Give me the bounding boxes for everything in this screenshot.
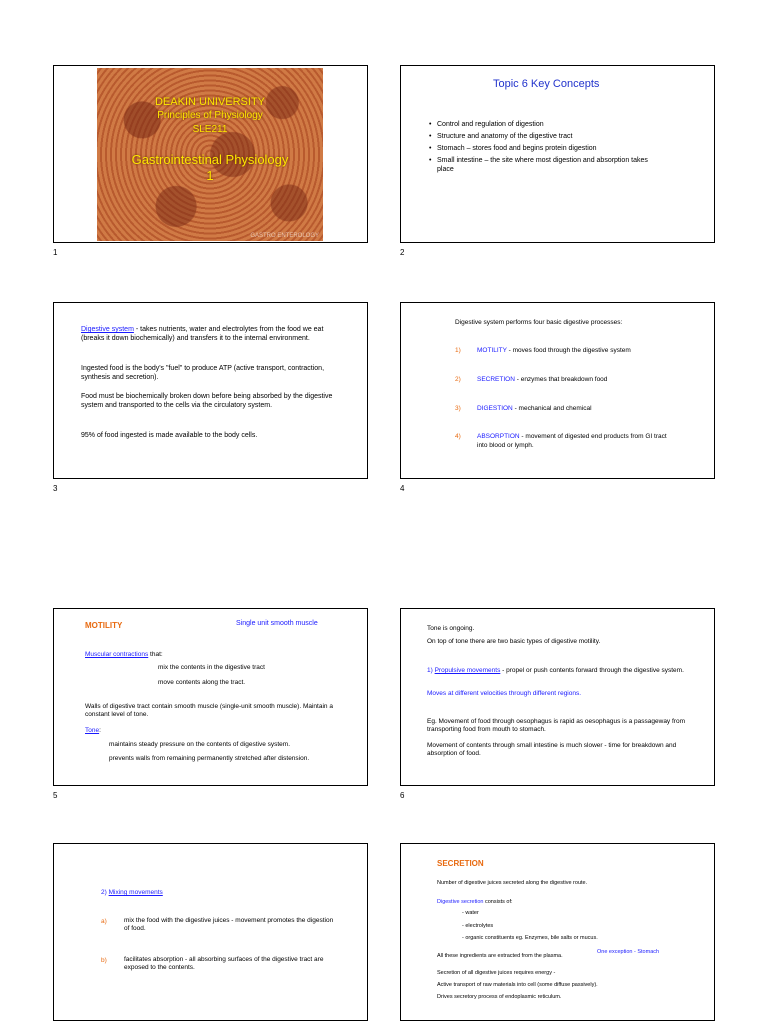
slide-3 <box>53 302 368 479</box>
slide-8-intro: Number of digestive juices secreted along the digestive route. <box>437 880 588 886</box>
slide-3-breakdown: Food must be biochemically broken down before being absorbed by the digestive system and transported to the cells via the circulatory system. <box>81 393 333 409</box>
page-number-2: 2 <box>400 248 405 257</box>
page-number-1: 1 <box>53 248 58 257</box>
slide-5-title: MOTILITY <box>85 621 123 630</box>
slide-8 <box>400 843 715 1021</box>
muscular-contractions: Muscular contractions that: <box>85 651 163 658</box>
slide-8-energy: Secretion of all digestive juices requires energy - <box>437 970 556 976</box>
slide-8-plasma: All these ingredients are extracted from the plasma. <box>437 953 563 959</box>
item-3-number: 3) <box>455 405 461 412</box>
slide-1-title: Gastrointestinal Physiology <box>131 152 289 167</box>
slide-5-mix: mix the contents in the digestive tract <box>158 664 265 671</box>
slide-2-title: Topic 6 Key Concepts <box>493 78 600 90</box>
item-electrolytes: - electrolytes <box>462 923 494 929</box>
slide-1-university: DEAKIN UNIVERSITY <box>154 96 266 108</box>
item-b-text: facilitates absorption - all absorbing surfaces of the digestive tract are exposed to the contents. <box>124 956 324 971</box>
slide-8-exception: One exception - Stomach <box>597 949 660 955</box>
slide-1 <box>53 65 368 243</box>
slide-8-active-transport: Active transport of raw materials into cell (some diffuse passively). <box>437 982 598 988</box>
slide-6-example: Eg. Movement of food through oesophagus is rapid as oesophagus is a passageway from transporting food from mouth to stomach. <box>427 718 685 733</box>
slide-8-er: Drives secretory process of endoplasmic reticulum. <box>437 994 562 1000</box>
slide-5-tone: Tone: <box>85 727 101 734</box>
slide-6-tone: Tone is ongoing. <box>427 625 475 632</box>
page-number-6: 6 <box>400 791 405 800</box>
item-a-text: mix the food with the digestive juices - movement promotes the digestion of food. <box>124 917 334 932</box>
slide-8-title: SECRETION <box>437 859 484 868</box>
bullet-1: • Control and regulation of digestion <box>437 120 687 129</box>
page-number-3: 3 <box>53 484 58 493</box>
slide-1-code: SLE211 <box>192 124 228 135</box>
bullet-3: • Stomach – stores food and begins protein digestion <box>437 144 687 153</box>
slide-5-move: move contents along the tract. <box>158 679 246 686</box>
item-organic: - organic constituents eg. Enzymes, bile salts or mucus. <box>462 935 598 941</box>
bullet-4: • Small intestine – the site where most digestion and absorption takes place <box>437 156 662 174</box>
item-2: SECRETION - enzymes that breakdown food <box>477 376 608 383</box>
mixing-movements: 2) Mixing movements <box>101 889 163 896</box>
item-2-number: 2) <box>455 376 461 383</box>
slide-5-subtitle: Single unit smooth muscle <box>236 620 318 627</box>
slide-7 <box>53 843 368 1021</box>
item-1-number: 1) <box>455 347 461 354</box>
slide-5-stretch: prevents walls from remaining permanently stretched after distension. <box>109 755 310 762</box>
item-b-label: b) <box>101 957 107 964</box>
item-1: MOTILITY - moves food through the digestive system <box>477 347 631 354</box>
digestive-secretion: Digestive secretion consists of: <box>437 899 513 905</box>
slide-1-image <box>97 68 323 241</box>
page-number-5: 5 <box>53 791 58 800</box>
slide-1-title-number: 1 <box>206 168 214 183</box>
slide-6 <box>400 608 715 786</box>
item-water: - water <box>462 910 479 916</box>
slide-5-walls: Walls of digestive tract contain smooth muscle (single-unit smooth muscle). Maintain a constant level of tone. <box>85 703 333 718</box>
item-4: ABSORPTION - movement of digested end products from GI tract into blood or lymph. <box>477 433 667 449</box>
bullet-2: • Structure and anatomy of the digestive tract <box>437 132 687 141</box>
slide-3-percent: 95% of food ingested is made available to the body cells. <box>81 432 258 439</box>
slide-4 <box>400 302 715 479</box>
digestive-system-term: Digestive system <box>81 326 134 333</box>
slide-4-intro: Digestive system performs four basic digestive processes: <box>455 319 623 326</box>
slide-1-watermark: GASTRO ENTEROLOGY <box>250 233 319 239</box>
page-number-4: 4 <box>400 484 405 493</box>
slide-3-fuel: Ingested food is the body's "fuel" to produce ATP (active transport, contraction, synthesis and secretion). <box>81 365 325 381</box>
item-a-label: a) <box>101 918 107 925</box>
propulsive-movements: 1) Propulsive movements - propel or push contents forward through the digestive system. <box>427 667 684 674</box>
slide-2 <box>400 65 715 243</box>
slide-6-types: On top of tone there are two basic types of digestive motility. <box>427 638 601 645</box>
slide-1-course: Principles of Physiology <box>157 110 263 121</box>
slide-6-velocities: Moves at different velocities through different regions. <box>427 690 582 697</box>
item-4-number: 4) <box>455 433 461 440</box>
slide-5 <box>53 608 368 786</box>
item-3: DIGESTION - mechanical and chemical <box>477 405 592 412</box>
slide-6-small-intestine: Movement of contents through small intestine is much slower - time for breakdown and absorption of food. <box>427 742 677 757</box>
slide-3-definition: Digestive system - takes nutrients, water and electrolytes from the food we eat (breaks it down biochemically) and transfers it to the internal environment. <box>81 326 324 342</box>
slide-5-pressure: maintains steady pressure on the contents of digestive system. <box>109 741 291 748</box>
